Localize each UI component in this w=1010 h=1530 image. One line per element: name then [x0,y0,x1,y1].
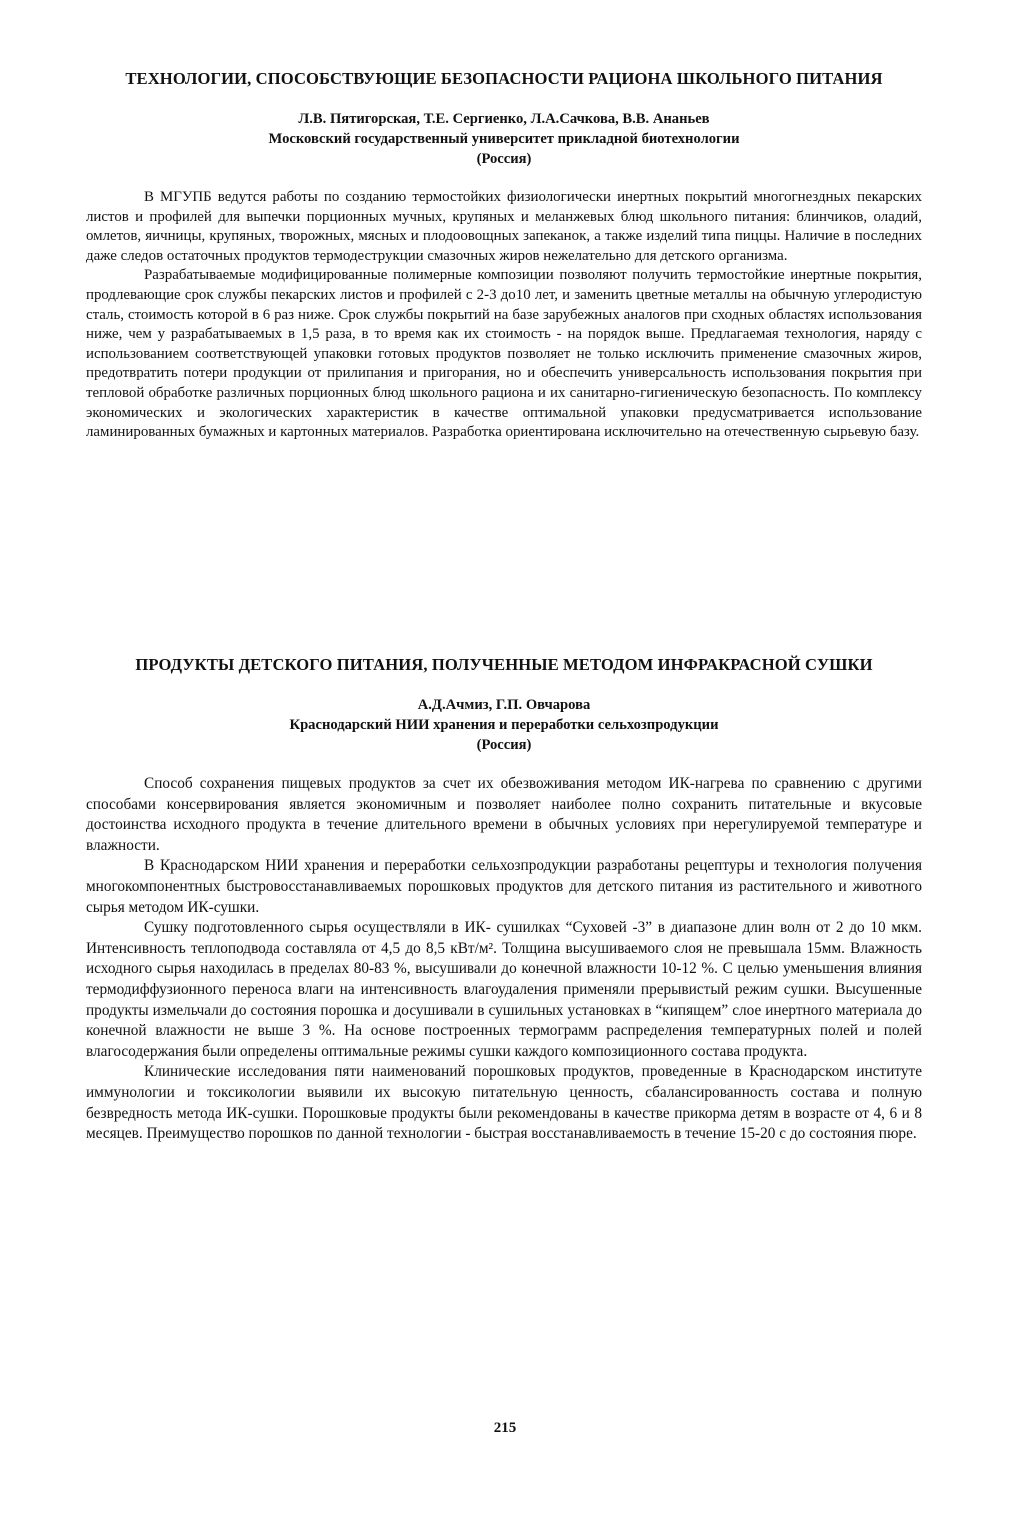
article-2-paragraph: В Краснодарском НИИ хранения и переработки сельхозпродукции разработаны рецептуры и технология получения многокомпонентных быстровосстанавливаемых порошковых продуктов для детского питания из растительного и животного сырья методом ИК-сушки. [86,857,922,916]
article-2-paragraph: Способ сохранения пищевых продуктов за счет их обезвоживания методом ИК-нагрева по сравнению с другими способами консервирования является экономичным и позволяет наиболее полно сохранить питательные и вкусовые достоинства исходного продукта в течение длительного времени в обычных условиях при нерегулируемой температуре и влажности. [86,775,922,854]
article-2-authors: А.Д.Ачмиз, Г.П. Овчарова [417,697,591,713]
article-2-body [86,774,922,1145]
article-2-title: ПРОДУКТЫ ДЕТСКОГО ПИТАНИЯ, ПОЛУЧЕННЫЕ МЕТОДОМ ИНФРАКРАСНОЙ СУШКИ [135,655,873,674]
article-2-paragraph: Сушку подготовленного сырья осуществляли в ИК- сушилках “Суховей -3” в диапазоне длин волн от 2 до 10 мкм. Интенсивность теплоподвода составляла от 4,5 до 8,5 кВт/м². Толщина высушиваемого слоя не превышала 15мм. Влажность исходного сырья находилась в пределах 80-83 %, высушивали до конечной влажности 10-12 %. С целью уменьшения влияния термодиффузионного переноса влаги на интенсивность влагоудаления применяли прерывистый режим сушки. Высушенные продукты измельчали до состояния порошка и досушивали в сушильных установках в “кипящем” слое инертного материала до конечной влажности не выше 3 %. На основе построенных термограмм распределения температурных полей и полей влагосодержания были определены оптимальные режимы сушки каждого композиционного состава продукта. [86,919,922,1060]
article-2-country: (Россия) [476,737,532,753]
article-1-title: ТЕХНОЛОГИИ, СПОСОБСТВУЮЩИЕ БЕЗОПАСНОСТИ РАЦИОНА ШКОЛЬНОГО ПИТАНИЯ [125,69,883,88]
article-1-paragraph: В МГУПБ ведутся работы по созданию термостойких физиологически инертных покрытий многогнездных пекарских листов и профилей для выпечки порционных мучных, крупяных и меланжевых блюд школьного питания: блинчиков, оладий, омлетов, яичницы, крупяных, творожных, мясных и плодоовощных запеканок, а также изделий типа пиццы. Наличие в последних даже следов остаточных продуктов термодеструкции смазочных жиров нежелательно для детского организма. [86,189,922,264]
article-1 [86,68,922,443]
article-1-paragraph: Разрабатываемые модифицированные полимерные композиции позволяют получить термостойкие инертные покрытия, продлевающие срок службы пекарских листов и профилей с 2-3 до10 лет, и заменить цветные металлы на обычную углеродистую сталь, стоимость которой в 6 раз ниже. Срок службы покрытий на базе зарубежных аналогов при сходных областях использования ниже, чем у разрабатываемых в 1,5 раза, в то время как их стоимость - на порядок выше. Предлагаемая технология, наряду с использованием соответствующей упаковки готовых продуктов позволяет не только исключить применение смазочных жиров, предотвратить потери продукции от прилипания и пригорания, но и обеспечить универсальность использования покрытия при тепловой обработке различных порционных блюд школьного рациона и их санитарно-гигиеническую безопасность. По комплексу экономических и экологических характеристик в качестве оптимальной упаковки предусматривается использование ламинированных бумажных и картонных материалов. Разработка ориентирована исключительно на отечественную сырьевую базу. [86,267,922,441]
article-1-body [86,188,922,443]
article-2-paragraph: Клинические исследования пяти наименований порошковых продуктов, проведенные в Краснодарском институте иммунологии и токсикологии выявили их высокую питательную ценность, сбалансированность состава и полную безвредность метода ИК-сушки. Порошковые продукты были рекомендованы в качестве прикорма детям в возрасте от 4, 6 и 8 месяцев. Преимущество порошков по данной технологии - быстрая восстанавливаемость в течение 15-20 с до состояния пюре. [86,1063,922,1143]
page-number: 215 [493,1420,517,1436]
article-2-affiliation: Краснодарский НИИ хранения и переработки сельхозпродукции [289,717,719,733]
article-1-authors: Л.В. Пятигорская, Т.Е. Сергиенко, Л.А.Сачкова, В.В. Ананьев [298,111,710,127]
article-2 [86,654,922,1145]
article-1-country: (Россия) [476,151,532,167]
article-1-affiliation: Московский государственный университет прикладной биотехнологии [268,131,740,147]
